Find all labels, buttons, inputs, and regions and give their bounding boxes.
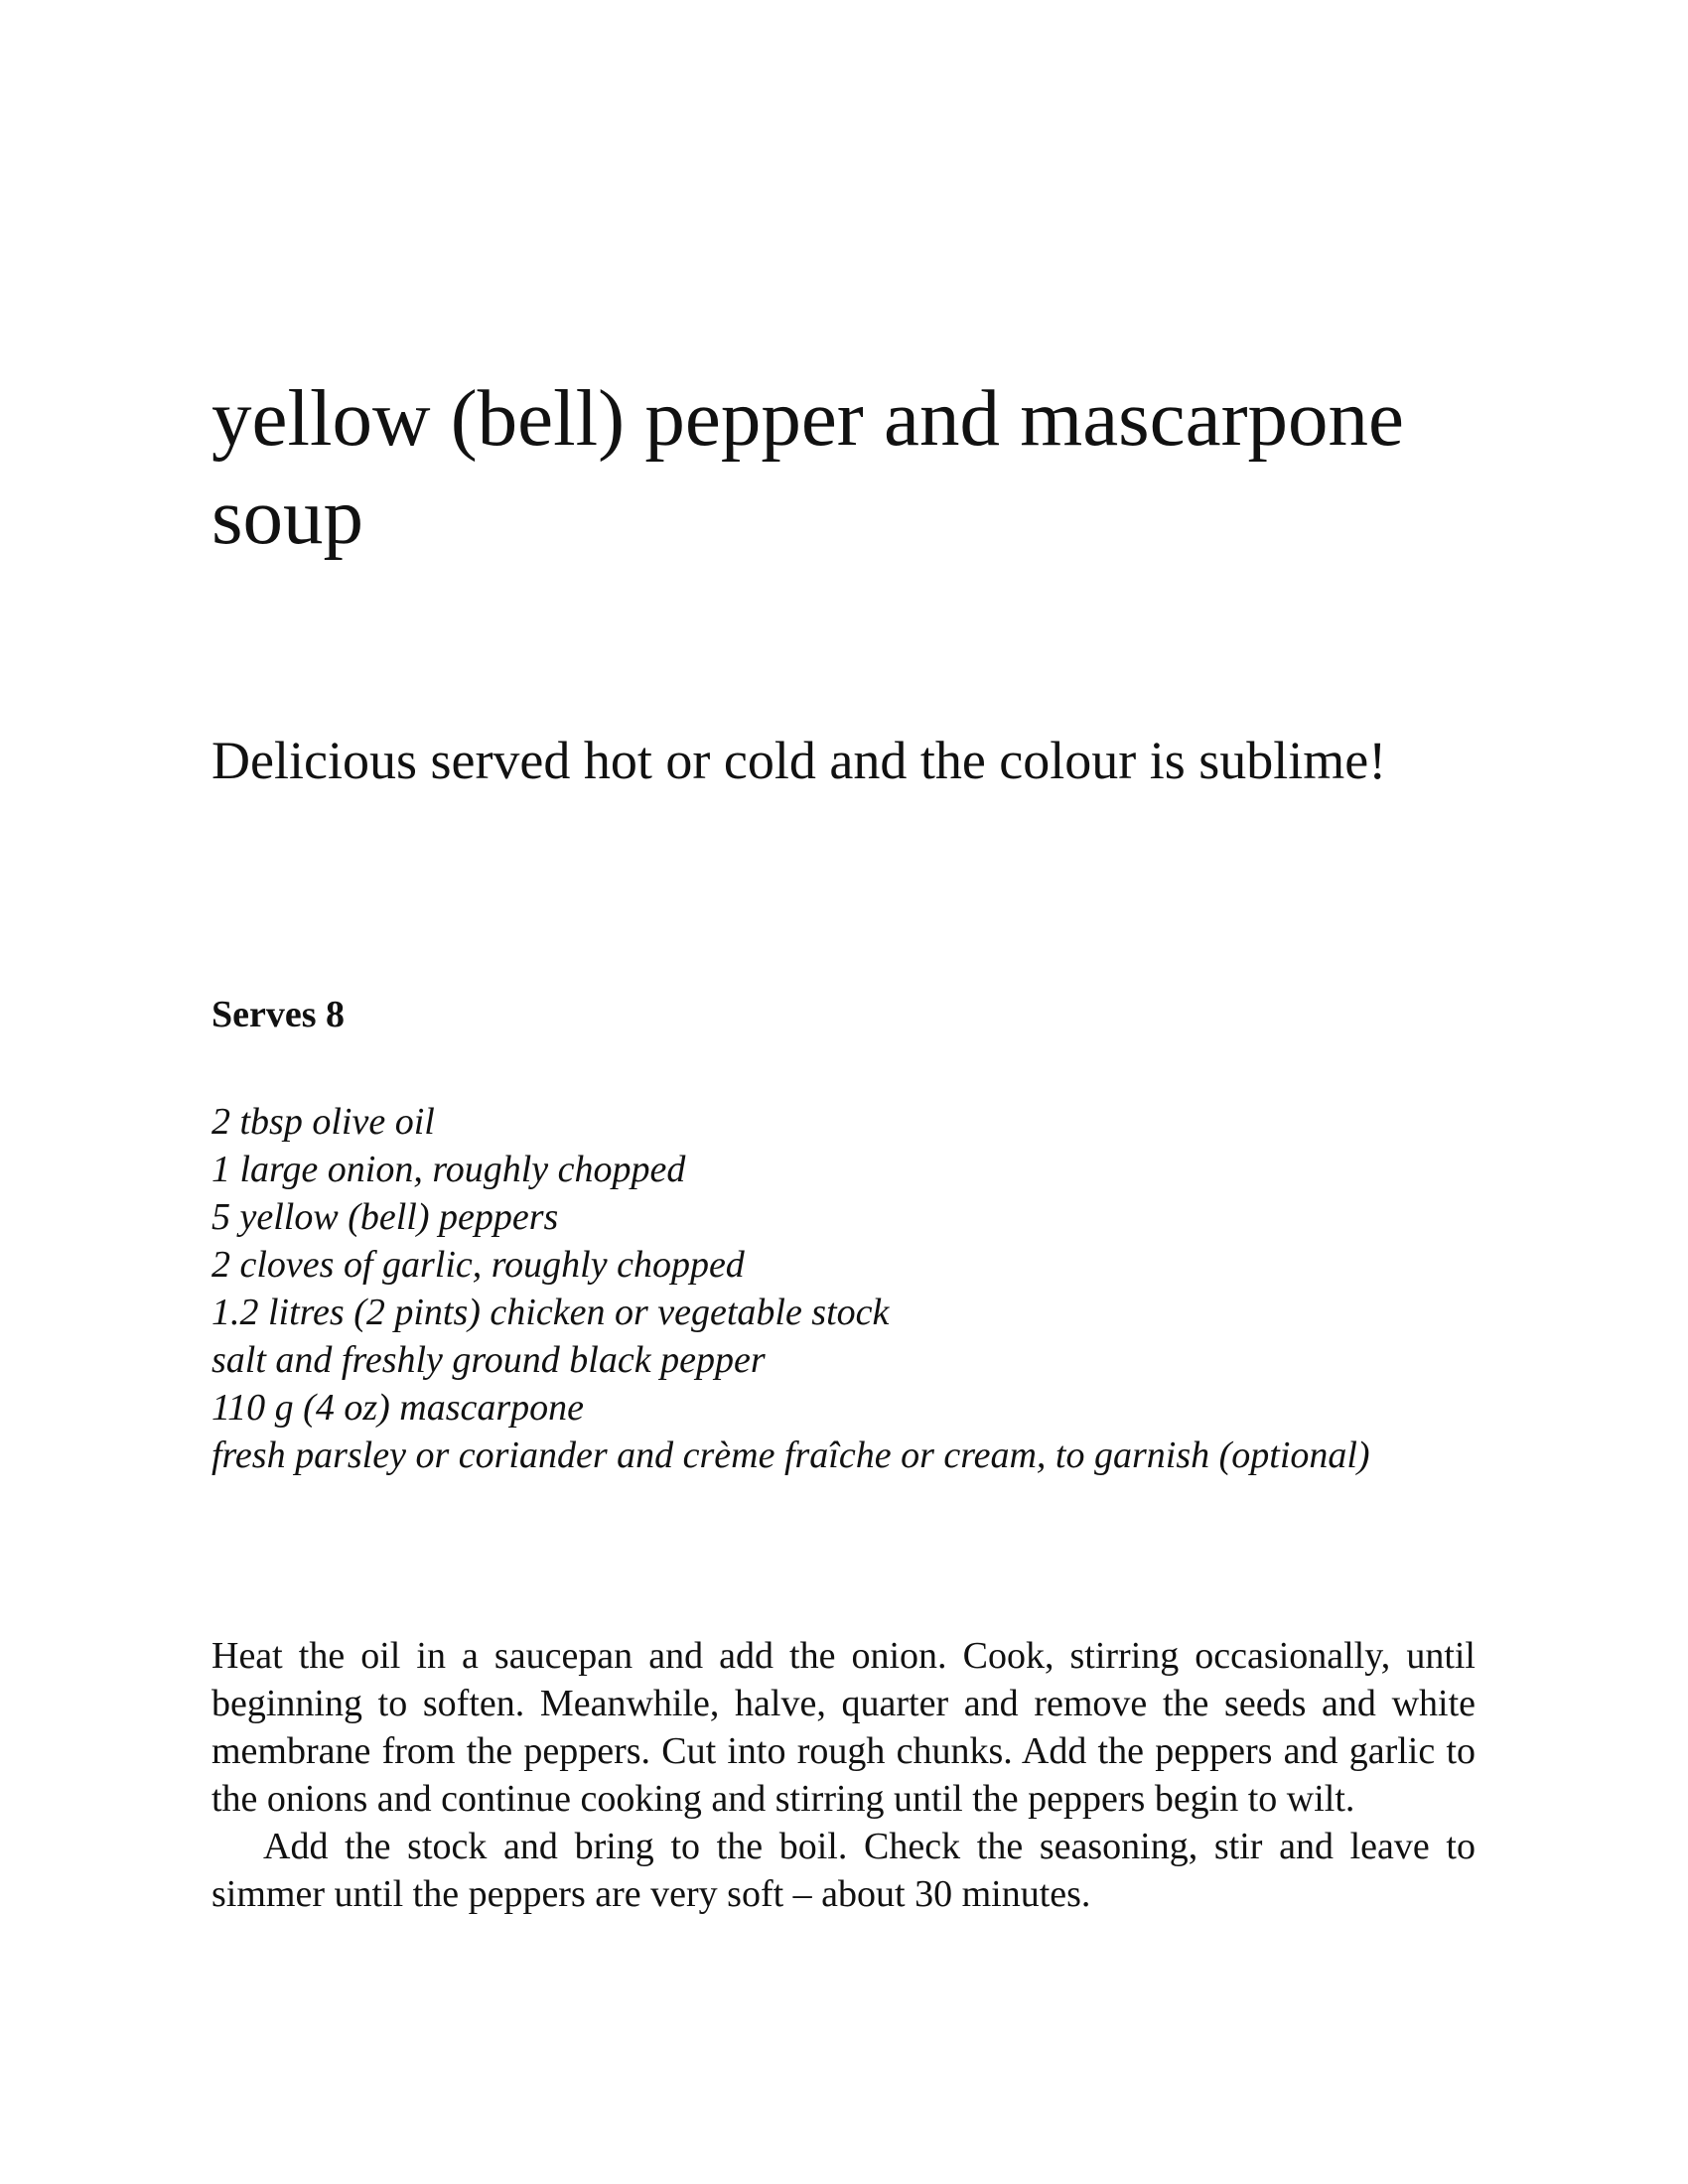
ingredient-item: 5 yellow (bell) peppers (211, 1196, 559, 1238)
serves-count: Serves 8 (211, 994, 346, 1035)
ingredient-item: 1 large onion, roughly chopped (211, 1149, 686, 1190)
ingredient-item: fresh parsley or coriander and crème fraîche or cream, to garnish (optional) (211, 1434, 1370, 1476)
recipe-title: yellow (bell) pepper and mascarpone soup (211, 373, 1404, 561)
method-section (211, 1632, 1476, 1918)
method-paragraph: Heat the oil in a saucepan and add the onion. Cook, stirring occasionally, until beginning to soften. Meanwhile, halve, quarter and remove the seeds and white membrane from the peppers. Cut into rough chunks. Add the peppers and garlic to the onions and continue cooking and stirring until the peppers begin to wilt. (211, 1635, 1476, 1820)
method-paragraph: Add the stock and bring to the boil. Check the seasoning, stir and leave to simmer until the peppers are very soft – about 30 minutes. (211, 1826, 1476, 1915)
ingredient-item: 110 g (4 oz) mascarpone (211, 1387, 585, 1429)
recipe-subtitle: Delicious served hot or cold and the colour is sublime! (211, 731, 1387, 790)
ingredient-item: 2 tbsp olive oil (211, 1101, 435, 1143)
ingredient-item: 2 cloves of garlic, roughly chopped (211, 1244, 745, 1286)
ingredient-list (211, 1098, 1482, 1479)
ingredient-item: salt and freshly ground black pepper (211, 1339, 766, 1381)
ingredient-item: 1.2 litres (2 pints) chicken or vegetable stock (211, 1292, 890, 1333)
